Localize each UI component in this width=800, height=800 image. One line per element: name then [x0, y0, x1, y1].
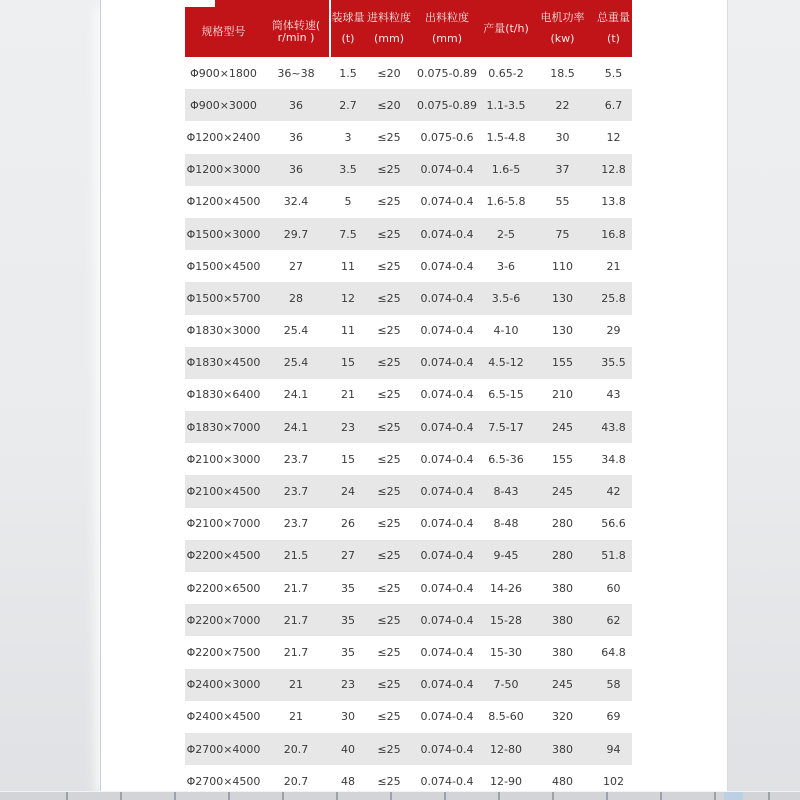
table-row [185, 604, 632, 636]
table-row [185, 636, 632, 668]
cell-ball-load: 15 [341, 356, 355, 370]
column-header-label: 总重量 [597, 11, 630, 24]
cell-feed-size: ≤25 [377, 517, 401, 531]
table-row [185, 250, 632, 282]
column-header-motor-power [530, 0, 595, 57]
table-row [185, 508, 632, 540]
cell-feed-size: ≤25 [377, 710, 401, 724]
table-row [185, 475, 632, 507]
cell-ball-load: 35 [341, 645, 355, 659]
cell-total-weight: 25.8 [601, 291, 626, 305]
table-row [185, 701, 632, 733]
cell-feed-size: ≤25 [377, 581, 401, 595]
cell-discharge-size: 0.074-0.4 [420, 613, 474, 627]
cell-feed-size: ≤25 [377, 324, 401, 338]
cell-total-weight: 34.8 [601, 452, 626, 466]
cell-feed-size: ≤25 [377, 195, 401, 209]
table-row [185, 669, 632, 701]
cell-capacity: 2-5 [497, 227, 515, 241]
cell-discharge-size: 0.074-0.4 [420, 742, 474, 756]
cell-feed-size: ≤25 [377, 485, 401, 499]
cell-feed-size: ≤25 [377, 259, 401, 273]
cell-motor-power: 55 [555, 195, 570, 209]
cell-cylinder-speed: 29.7 [283, 227, 309, 241]
cell-capacity: 3.5-6 [491, 291, 521, 305]
cell-feed-size: ≤25 [377, 549, 401, 563]
cell-model: Φ2200×7500 [186, 645, 261, 659]
cell-capacity: 6.5-15 [488, 388, 524, 402]
cell-ball-load: 3 [344, 130, 352, 144]
cell-cylinder-speed: 28 [289, 291, 303, 305]
cell-total-weight: 64.8 [601, 645, 626, 659]
cell-capacity: 9-45 [493, 549, 519, 563]
column-header-ball-load [330, 0, 366, 57]
cell-capacity: 12-80 [490, 742, 522, 756]
cell-capacity: 1.1-3.5 [486, 98, 526, 112]
cell-capacity: 3-6 [497, 259, 515, 273]
cell-model: Φ1500×5700 [186, 291, 261, 305]
cell-cylinder-speed: 25.4 [283, 324, 309, 338]
cell-model: Φ2100×4500 [186, 485, 261, 499]
cell-feed-size: ≤25 [377, 163, 401, 177]
cell-ball-load: 1.5 [339, 66, 357, 80]
cell-cylinder-speed: 24.1 [283, 388, 309, 402]
cell-ball-load: 21 [341, 388, 355, 402]
cell-discharge-size: 0.074-0.4 [420, 227, 474, 241]
cell-feed-size: ≤25 [377, 388, 401, 402]
cell-motor-power: 30 [555, 130, 570, 144]
cell-discharge-size: 0.074-0.4 [420, 678, 474, 692]
cell-discharge-size: 0.074-0.4 [420, 324, 474, 338]
cell-discharge-size: 0.074-0.4 [420, 420, 474, 434]
spec-table [185, 0, 632, 800]
cell-cylinder-speed: 21 [289, 710, 303, 724]
cell-ball-load: 23 [341, 678, 355, 692]
cell-ball-load: 23 [341, 420, 355, 434]
cell-model: Φ900×3000 [190, 98, 257, 112]
column-header-unit: (mm) [373, 32, 404, 45]
header-cells [185, 0, 632, 57]
bottom-cropped-grid [0, 791, 800, 800]
cell-total-weight: 51.8 [601, 549, 626, 563]
cell-model: Φ2200×4500 [186, 549, 261, 563]
cell-motor-power: 37 [555, 163, 570, 177]
table-row [185, 443, 632, 475]
cell-capacity: 8-48 [493, 517, 519, 531]
cell-feed-size: ≤25 [377, 645, 401, 659]
cell-total-weight: 62 [606, 613, 621, 627]
cell-motor-power: 280 [552, 517, 573, 531]
table-row [185, 572, 632, 604]
cell-capacity: 6.5-36 [488, 452, 524, 466]
cell-cylinder-speed: 21.7 [283, 613, 309, 627]
cell-cylinder-speed: 21.7 [283, 581, 309, 595]
cell-discharge-size: 0.074-0.4 [420, 195, 474, 209]
cell-discharge-size: 0.074-0.4 [420, 710, 474, 724]
cell-total-weight: 12 [606, 130, 621, 144]
column-header-unit: (t) [341, 32, 355, 45]
cell-ball-load: 12 [341, 291, 355, 305]
cell-feed-size: ≤25 [377, 613, 401, 627]
cell-discharge-size: 0.074-0.4 [420, 388, 474, 402]
cell-total-weight: 102 [603, 774, 624, 788]
cell-motor-power: 380 [552, 581, 573, 595]
column-header-model [185, 0, 262, 57]
cell-total-weight: 43 [606, 388, 621, 402]
cell-feed-size: ≤25 [377, 452, 401, 466]
cell-model: Φ2200×6500 [186, 581, 261, 595]
cell-ball-load: 3.5 [339, 163, 357, 177]
cell-motor-power: 380 [552, 645, 573, 659]
cell-model: Φ1200×3000 [186, 163, 261, 177]
cell-ball-load: 2.7 [339, 98, 357, 112]
cell-model: Φ1500×3000 [186, 227, 261, 241]
column-header-label: 装球量 [331, 11, 365, 24]
cell-capacity: 8-43 [493, 485, 519, 499]
column-header-discharge-size [412, 0, 482, 57]
cell-motor-power: 380 [552, 613, 573, 627]
cell-model: Φ2100×7000 [186, 517, 261, 531]
cell-discharge-size: 0.074-0.4 [420, 163, 474, 177]
cell-total-weight: 5.5 [604, 66, 623, 80]
cell-cylinder-speed: 32.4 [283, 195, 309, 209]
cell-discharge-size: 0.075-0.89 [417, 98, 477, 112]
cell-total-weight: 58 [606, 678, 621, 692]
column-header-label: 电机功率 [540, 11, 585, 24]
cell-model: Φ1200×2400 [186, 130, 261, 144]
column-header-capacity [482, 0, 530, 57]
cell-ball-load: 30 [341, 710, 355, 724]
cell-feed-size: ≤25 [377, 420, 401, 434]
cell-motor-power: 155 [552, 356, 573, 370]
cell-model: Φ2700×4000 [186, 742, 261, 756]
table-row [185, 347, 632, 379]
cell-discharge-size: 0.075-0.6 [420, 130, 474, 144]
cell-model: Φ2700×4500 [186, 774, 261, 788]
cell-ball-load: 27 [341, 549, 355, 563]
cell-motor-power: 380 [552, 742, 573, 756]
cell-cylinder-speed: 21.7 [283, 645, 309, 659]
cell-capacity: 12-90 [490, 774, 522, 788]
cell-cylinder-speed: 20.7 [283, 774, 309, 788]
table-row [185, 315, 632, 347]
cell-capacity: 4-10 [493, 324, 519, 338]
cell-feed-size: ≤25 [377, 291, 401, 305]
cell-motor-power: 155 [552, 452, 573, 466]
cell-cylinder-speed: 21 [289, 678, 303, 692]
cell-motor-power: 320 [552, 710, 573, 724]
cell-motor-power: 280 [552, 549, 573, 563]
cell-capacity: 1.6-5 [491, 163, 521, 177]
cell-capacity: 15-28 [490, 613, 522, 627]
cell-model: Φ2200×7000 [186, 613, 261, 627]
cell-feed-size: ≤25 [377, 678, 401, 692]
cell-model: Φ1200×4500 [186, 195, 261, 209]
cell-ball-load: 15 [341, 452, 355, 466]
cell-total-weight: 16.8 [601, 227, 626, 241]
cell-total-weight: 12.8 [601, 163, 626, 177]
cell-cylinder-speed: 36~38 [277, 66, 315, 80]
cell-motor-power: 110 [552, 259, 573, 273]
table-row [185, 121, 632, 153]
cell-feed-size: ≤25 [377, 774, 401, 788]
cell-total-weight: 56.6 [601, 517, 626, 531]
cell-capacity: 7.5-17 [488, 420, 524, 434]
column-header-feed-size [366, 0, 412, 57]
cell-total-weight: 6.7 [604, 98, 623, 112]
cell-cylinder-speed: 21.5 [283, 549, 309, 563]
cell-discharge-size: 0.074-0.4 [420, 549, 474, 563]
column-header-label: 进料粒度 [367, 11, 411, 24]
cell-motor-power: 245 [552, 420, 573, 434]
grid-tick-lines [0, 792, 800, 800]
cell-capacity: 4.5-12 [488, 356, 524, 370]
cell-motor-power: 130 [552, 291, 573, 305]
cell-feed-size: ≤25 [377, 742, 401, 756]
cell-total-weight: 69 [606, 710, 621, 724]
cell-capacity: 0.65-2 [488, 66, 524, 80]
cell-motor-power: 480 [552, 774, 573, 788]
cell-feed-size: ≤25 [377, 130, 401, 144]
cell-cylinder-speed: 27 [289, 259, 303, 273]
cell-ball-load: 11 [341, 259, 355, 273]
column-header-unit: (mm) [431, 32, 462, 45]
cell-cylinder-speed: 20.7 [283, 742, 309, 756]
table-body [185, 57, 632, 797]
cell-model: Φ1830×7000 [186, 420, 261, 434]
cell-motor-power: 245 [552, 678, 573, 692]
cell-cylinder-speed: 23.7 [283, 452, 309, 466]
cell-ball-load: 11 [341, 324, 355, 338]
cell-ball-load: 7.5 [339, 227, 357, 241]
cell-motor-power: 210 [552, 388, 573, 402]
cell-motor-power: 245 [552, 485, 573, 499]
cell-ball-load: 35 [341, 613, 355, 627]
column-header-cylinder-speed [262, 0, 330, 57]
cell-discharge-size: 0.074-0.4 [420, 581, 474, 595]
cell-capacity: 14-26 [490, 581, 522, 595]
cell-cylinder-speed: 36 [289, 130, 303, 144]
cell-capacity: 1.5-4.8 [486, 130, 526, 144]
cell-capacity: 15-30 [490, 645, 522, 659]
cell-feed-size: ≤20 [377, 66, 401, 80]
cell-discharge-size: 0.074-0.4 [420, 452, 474, 466]
cell-model: Φ1830×4500 [186, 356, 261, 370]
table-row [185, 282, 632, 314]
cell-capacity: 8.5-60 [488, 710, 524, 724]
cell-ball-load: 5 [344, 195, 352, 209]
cell-capacity: 1.6-5.8 [486, 195, 526, 209]
cell-model: Φ2400×4500 [186, 710, 261, 724]
column-header-label: 出料粒度 [425, 11, 469, 24]
cell-model: Φ1500×4500 [186, 259, 261, 273]
cell-discharge-size: 0.074-0.4 [420, 774, 474, 788]
table-row [185, 154, 632, 186]
cell-cylinder-speed: 23.7 [283, 485, 309, 499]
cell-discharge-size: 0.074-0.4 [420, 645, 474, 659]
cell-total-weight: 35.5 [601, 356, 626, 370]
cell-feed-size: ≤20 [377, 98, 401, 112]
cell-cylinder-speed: 36 [289, 98, 303, 112]
cell-discharge-size: 0.074-0.4 [420, 517, 474, 531]
cell-ball-load: 26 [341, 517, 355, 531]
cell-total-weight: 94 [606, 742, 621, 756]
cell-model: Φ2400×3000 [186, 678, 261, 692]
document-page [100, 0, 728, 800]
column-header-unit: (t) [607, 32, 620, 45]
cell-motor-power: 22 [555, 98, 570, 112]
cell-ball-load: 24 [341, 485, 355, 499]
table-row [185, 733, 632, 765]
table-row [185, 89, 632, 121]
grid-highlight-cell [724, 792, 743, 800]
cell-total-weight: 13.8 [601, 195, 626, 209]
column-header-label: 产量(t/h) [483, 21, 529, 35]
cell-discharge-size: 0.074-0.4 [420, 356, 474, 370]
cell-model: Φ900×1800 [190, 66, 257, 80]
cell-motor-power: 130 [552, 324, 573, 338]
column-header-label: 规格型号 [201, 25, 246, 38]
column-header-label: 筒体转速( r/min ) [271, 19, 321, 44]
cell-total-weight: 43.8 [601, 420, 626, 434]
table-header [185, 0, 632, 57]
table-row [185, 186, 632, 218]
column-header-unit: (kw) [550, 32, 575, 45]
column-header-total-weight [595, 0, 632, 57]
cell-model: Φ1830×3000 [186, 324, 261, 338]
cell-total-weight: 29 [606, 324, 621, 338]
cell-feed-size: ≤25 [377, 227, 401, 241]
cell-cylinder-speed: 23.7 [283, 517, 309, 531]
cell-motor-power: 75 [555, 227, 570, 241]
table-row [185, 218, 632, 250]
cell-model: Φ2100×3000 [186, 452, 261, 466]
cell-feed-size: ≤25 [377, 356, 401, 370]
cell-ball-load: 35 [341, 581, 355, 595]
cell-model: Φ1830×6400 [186, 388, 261, 402]
table-row [185, 540, 632, 572]
cell-cylinder-speed: 25.4 [283, 356, 309, 370]
cell-cylinder-speed: 24.1 [283, 420, 309, 434]
cell-total-weight: 21 [606, 259, 621, 273]
cell-motor-power: 18.5 [550, 66, 575, 80]
cell-discharge-size: 0.074-0.4 [420, 259, 474, 273]
table-row [185, 57, 632, 89]
cell-discharge-size: 0.074-0.4 [420, 291, 474, 305]
cell-discharge-size: 0.075-0.89 [417, 66, 477, 80]
cell-capacity: 7-50 [493, 678, 519, 692]
cell-total-weight: 60 [606, 581, 621, 595]
cell-ball-load: 48 [341, 774, 355, 788]
table-row [185, 379, 632, 411]
cell-ball-load: 40 [341, 742, 355, 756]
cell-discharge-size: 0.074-0.4 [420, 485, 474, 499]
cell-cylinder-speed: 36 [289, 163, 303, 177]
table-row [185, 411, 632, 443]
header-column-separator [329, 0, 331, 57]
cell-total-weight: 42 [606, 485, 621, 499]
